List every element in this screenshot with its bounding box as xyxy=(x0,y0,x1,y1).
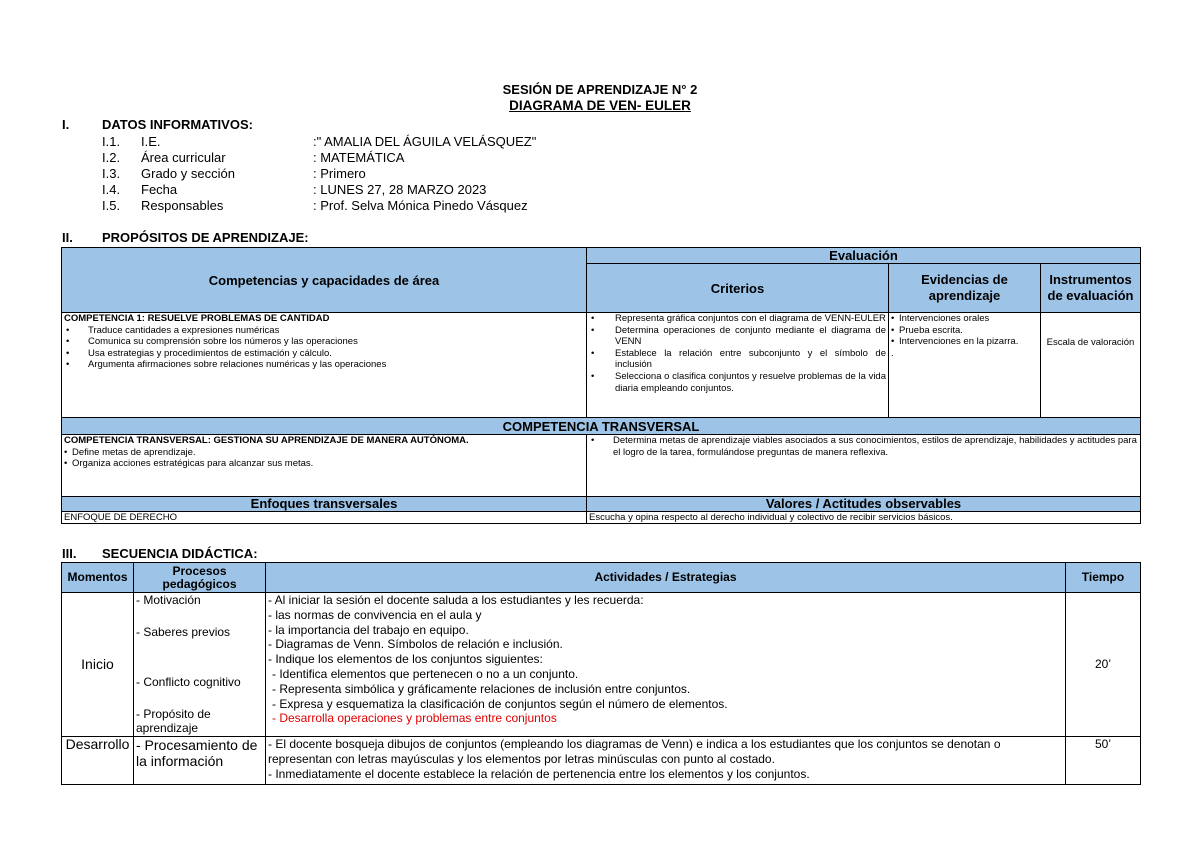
transversal-title: COMPETENCIA TRANSVERSAL: GESTIONA SU APRENDIZAJE DE MANERA AUTÓNOMA. xyxy=(64,435,469,446)
proceso-desarrollo: - Procesamiento de la información xyxy=(134,737,266,785)
evidencias-extra: . xyxy=(891,347,894,359)
dato-num: I.1. xyxy=(102,134,121,149)
dato-key: Responsables xyxy=(141,198,224,213)
transversal-cell xyxy=(62,435,587,497)
section-2-label: PROPÓSITOS DE APRENDIZAJE: xyxy=(102,230,309,245)
valor-cell: Escucha y opina respecto al derecho individual y colectivo de recibir servicios básicos. xyxy=(587,512,1141,524)
actividad-item: - Representa simbólica y gráficamente relaciones de inclusión entre conjuntos. xyxy=(272,681,691,696)
actividades-header: Actividades / Estrategias xyxy=(266,563,1066,593)
criterios-list xyxy=(589,313,886,394)
section-3-heading xyxy=(0,546,1200,562)
list-item: • Intervenciones orales xyxy=(891,313,1038,325)
momento-inicio: Inicio xyxy=(62,593,134,737)
list-item: • Traduce cantidades a expresiones numéricas xyxy=(64,325,584,337)
section-1-heading xyxy=(0,117,1200,133)
list-item: • Representa gráfica conjuntos con el diagrama de VENN-EULER xyxy=(589,313,886,325)
dato-value: : Primero xyxy=(313,166,366,181)
propositos-table xyxy=(61,247,1141,524)
procesos-inicio-cell xyxy=(134,593,266,737)
momento-desarrollo: Desarrollo xyxy=(62,737,134,785)
actividades-inicio-cell xyxy=(266,593,1066,737)
dato-row xyxy=(0,166,1200,182)
actividad-item: - la importancia del trabajo en equipo. xyxy=(268,622,469,637)
evaluacion-header: Evaluación xyxy=(587,248,1141,264)
page-subtitle: DIAGRAMA DE VEN- EULER xyxy=(509,98,691,113)
competencia-1-title: COMPETENCIA 1: RESUELVE PROBLEMAS DE CANTIDAD xyxy=(64,313,330,324)
dato-value: : LUNES 27, 28 MARZO 2023 xyxy=(313,182,487,197)
actividad-item: - Identifica elementos que pertenecen o no a un conjunto. xyxy=(272,666,579,681)
tiempo-header: Tiempo xyxy=(1066,563,1141,593)
actividad-item-highlight: - Desarrolla operaciones y problemas entre conjuntos xyxy=(272,711,557,726)
list-item: • Usa estrategias y procedimientos de estimación y cálculo. xyxy=(64,348,584,360)
capacidades-list xyxy=(64,325,584,371)
dato-row xyxy=(0,134,1200,150)
competencias-header: Competencias y capacidades de área xyxy=(62,248,587,313)
actividad-item: - Indique los elementos de los conjuntos siguientes: xyxy=(268,652,543,667)
dato-row xyxy=(0,150,1200,166)
proceso-item: - Motivación xyxy=(136,593,201,607)
list-item: • Prueba escrita. xyxy=(891,325,1038,337)
dato-row xyxy=(0,182,1200,198)
page-title: SESIÓN DE APRENDIZAJE N° 2 xyxy=(502,82,698,97)
dato-key: Grado y sección xyxy=(141,166,235,181)
actividad-item: - las normas de convivencia en el aula y xyxy=(268,607,482,622)
dato-key: Área curricular xyxy=(141,150,226,165)
enfoque-cell: ENFOQUE DE DERECHO xyxy=(62,512,587,524)
evidencias-cell xyxy=(889,313,1041,418)
list-item: • Establece la relación entre subconjunto y el símbolo de inclusión xyxy=(589,348,886,371)
criterios-cell xyxy=(587,313,889,418)
list-item: • Comunica su comprensión sobre los números y las operaciones xyxy=(64,336,584,348)
procesos-header: Procesos pedagógicos xyxy=(134,563,266,593)
tiempo-desarrollo: 50’ xyxy=(1066,737,1141,785)
actividad-item: - El docente bosqueja dibujos de conjuntos (empleando los diagramas de Venn) e indica a los estudiantes que los conjuntos se denotan o representan con letras mayúsculas y los elementos por letras minúsculas con punto al costado. xyxy=(268,737,1001,766)
evidencias-header: Evidencias de aprendizaje xyxy=(889,264,1041,313)
dato-num: I.5. xyxy=(102,198,121,213)
list-item: • Organiza acciones estratégicas para alcanzar sus metas. xyxy=(64,458,584,470)
section-3-roman: III. xyxy=(62,546,77,561)
dato-value: :" AMALIA DEL ÁGUILA VELÁSQUEZ" xyxy=(313,134,537,149)
section-1-roman: I. xyxy=(62,117,70,132)
transversal-criterio-cell xyxy=(587,435,1141,497)
actividad-item: - Expresa y esquematiza la clasificación de conjuntos según el número de elementos. xyxy=(272,696,728,711)
dato-value: : Prof. Selva Mónica Pinedo Vásquez xyxy=(313,198,528,213)
list-item: • Selecciona o clasifica conjuntos y resuelve problemas de la vida diaria empleando conjuntos. xyxy=(589,371,886,394)
proceso-item: - Conflicto cognitivo xyxy=(136,675,241,689)
list-item: • Define metas de aprendizaje. xyxy=(64,447,584,459)
actividad-item: - Inmediatamente el docente establece la relación de pertenencia entre los elementos y los conjuntos. xyxy=(268,766,810,781)
list-item: • Determina operaciones de conjunto mediante el diagrama de VENN xyxy=(589,325,886,348)
list-item: • Intervenciones en la pizarra. xyxy=(891,336,1038,348)
momentos-header: Momentos xyxy=(62,563,134,593)
proceso-item: - Saberes previos xyxy=(136,625,231,639)
valores-header: Valores / Actitudes observables xyxy=(587,497,1141,512)
enfoques-header: Enfoques transversales xyxy=(62,497,587,512)
dato-value: : MATEMÁTICA xyxy=(313,150,405,165)
list-item: • Determina metas de aprendizaje viables asociados a sus conocimientos, estilos de aprendizaje, habilidades y actitudes para el logro de la tarea, formulándose preguntas de manera reflexiva. xyxy=(589,435,1138,458)
datos-informativos xyxy=(0,134,1200,214)
dato-key: I.E. xyxy=(141,134,161,149)
dato-num: I.3. xyxy=(102,166,121,181)
transversal-criterio-list xyxy=(589,435,1138,458)
dato-row xyxy=(0,198,1200,214)
dato-num: I.4. xyxy=(102,182,121,197)
dato-key: Fecha xyxy=(141,182,178,197)
list-item: • Argumenta afirmaciones sobre relaciones numéricas y las operaciones xyxy=(64,359,584,371)
secuencia-table xyxy=(61,562,1141,785)
section-3-label: SECUENCIA DIDÁCTICA: xyxy=(102,546,258,561)
section-2-roman: II. xyxy=(62,230,73,245)
section-1-label: DATOS INFORMATIVOS: xyxy=(102,117,253,132)
section-2-heading xyxy=(0,230,1200,246)
competencia-transversal-header: COMPETENCIA TRANSVERSAL xyxy=(62,418,1141,435)
proceso-item: - Propósito de aprendizaje xyxy=(136,707,211,735)
actividades-desarrollo-cell xyxy=(266,737,1066,785)
competencia-1-cell xyxy=(62,313,587,418)
instrumento-cell: Escala de valoración xyxy=(1041,313,1141,418)
evidencias-list xyxy=(891,313,1038,348)
transversal-list xyxy=(64,447,584,470)
actividad-item: - Diagramas de Venn. Símbolos de relación e inclusión. xyxy=(268,637,563,652)
tiempo-inicio: 20’ xyxy=(1066,593,1141,737)
criterios-header: Criterios xyxy=(587,264,889,313)
dato-num: I.2. xyxy=(102,150,121,165)
instrumentos-header: Instrumentos de evaluación xyxy=(1041,264,1141,313)
actividad-item: - Al iniciar la sesión el docente saluda a los estudiantes y les recuerda: xyxy=(268,593,644,607)
